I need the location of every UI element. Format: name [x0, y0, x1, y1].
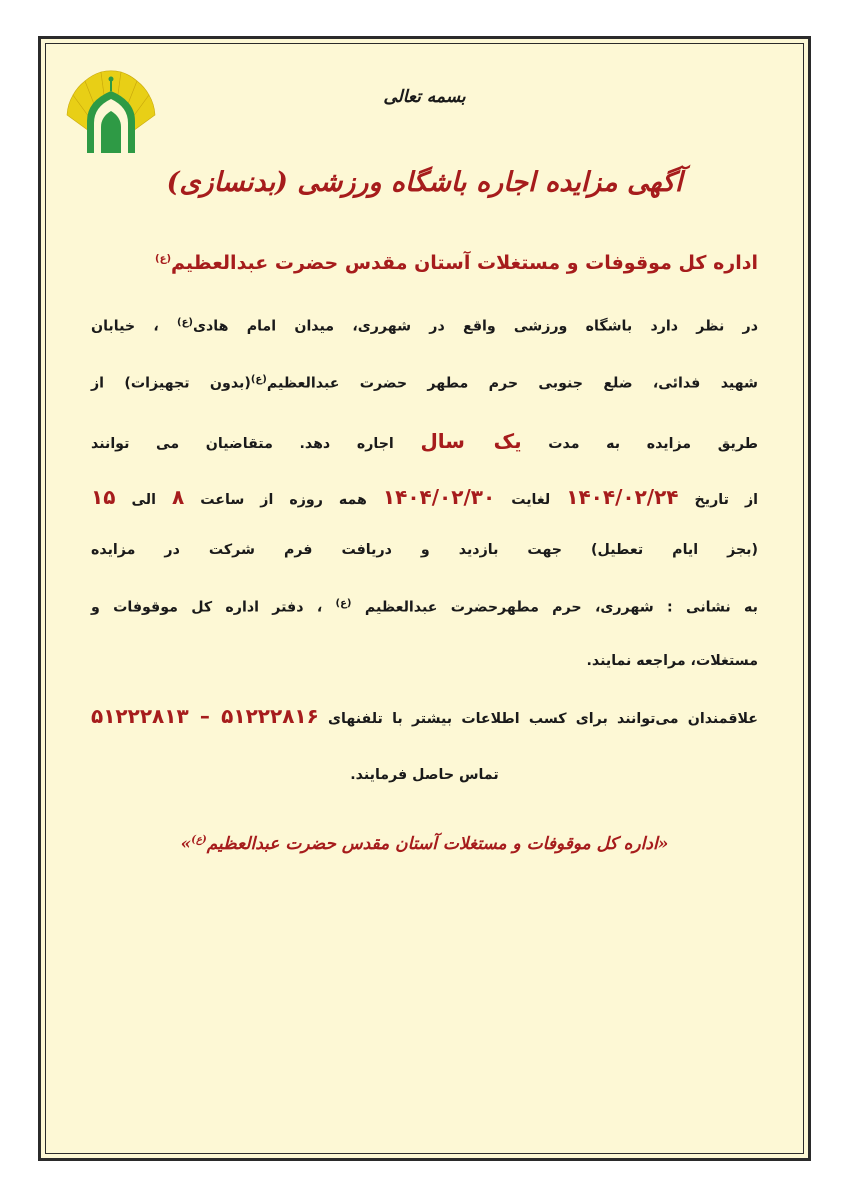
- line-1-honorific: (ع): [177, 317, 193, 328]
- hour-to: ۱۵: [91, 485, 116, 509]
- body-line-7: مستغلات، مراجعه نمایند.: [586, 653, 758, 669]
- line-4-hours-text: همه روزه از ساعت: [184, 492, 383, 508]
- footer-text: «اداره کل موقوفات و مستغلات آستان مقدس حضرت عبدالعظیم: [206, 834, 669, 854]
- line-1-text: در نظر دارد باشگاه ورزشی واقع در شهرری، میدان امام هادی: [193, 318, 758, 335]
- line-2-honorific: (ع): [250, 374, 267, 385]
- page-frame: [38, 36, 811, 1161]
- line-3-text: طریق مزایده به مدت: [521, 436, 759, 452]
- body-line-3: [91, 429, 758, 453]
- hour-from: ۸: [172, 485, 185, 509]
- organization-heading: [91, 252, 758, 274]
- line-6-text-end: ، دفتر اداره کل موقوفات و: [91, 599, 336, 616]
- line-1-text-end: ، خیابان: [91, 318, 178, 335]
- footer-signature: [91, 834, 758, 854]
- line-4-text: از تاریخ: [678, 492, 758, 508]
- body-line-5: (بجز ایام تعطیل) جهت بازدید و دریافت فرم شرکت در مزایده: [91, 542, 758, 558]
- line-2-text-end: (بدون تجهیزات) از: [91, 375, 251, 392]
- footer-honorific: (ع): [191, 834, 207, 846]
- body-line-6: [91, 598, 758, 616]
- line-6-honorific: (ع): [335, 598, 352, 609]
- lease-duration: یک سال: [420, 429, 522, 453]
- line-6-text: به نشانی : شهرری، حرم مطهرحضرت عبدالعظیم: [351, 599, 758, 616]
- footer-close-quote: »: [180, 834, 192, 854]
- line-3-text-end: اجاره دهد. متقاضیان می توانند: [91, 436, 421, 452]
- body-line-2: [91, 374, 758, 392]
- body-line-8: [91, 704, 758, 728]
- organization-honorific: (ع): [155, 253, 172, 265]
- page-title: آگهی مزایده اجاره باشگاه ورزشی (بدنسازی): [166, 167, 683, 198]
- date-from: ۱۴۰۴/۰۲/۲۴: [566, 485, 679, 509]
- body-line-9: تماس حاصل فرمایند.: [350, 767, 499, 783]
- date-to: ۱۴۰۴/۰۲/۳۰: [382, 485, 496, 509]
- body-line-1: [91, 317, 758, 335]
- organization-name: اداره کل موقوفات و مستغلات آستان مقدس حضرت عبدالعظیم: [171, 252, 758, 274]
- line-8-text: علاقمندان می‌توانند برای کسب اطلاعات بیشتر با تلفنهای: [318, 711, 758, 727]
- basmala: بسمه تعالی: [383, 87, 466, 107]
- shrine-dome-logo: [61, 61, 161, 161]
- line-4-to-text: الی: [115, 492, 173, 508]
- line-2-text: شهید فدائی، ضلع جنوبی حرم مطهر حضرت عبدالعظیم: [266, 375, 758, 392]
- line-4-until: لغایت: [495, 492, 567, 508]
- phone-numbers: ۵۱۲۲۲۸۱۶ – ۵۱۲۲۲۸۱۳: [91, 704, 319, 728]
- body-line-4: [91, 485, 758, 509]
